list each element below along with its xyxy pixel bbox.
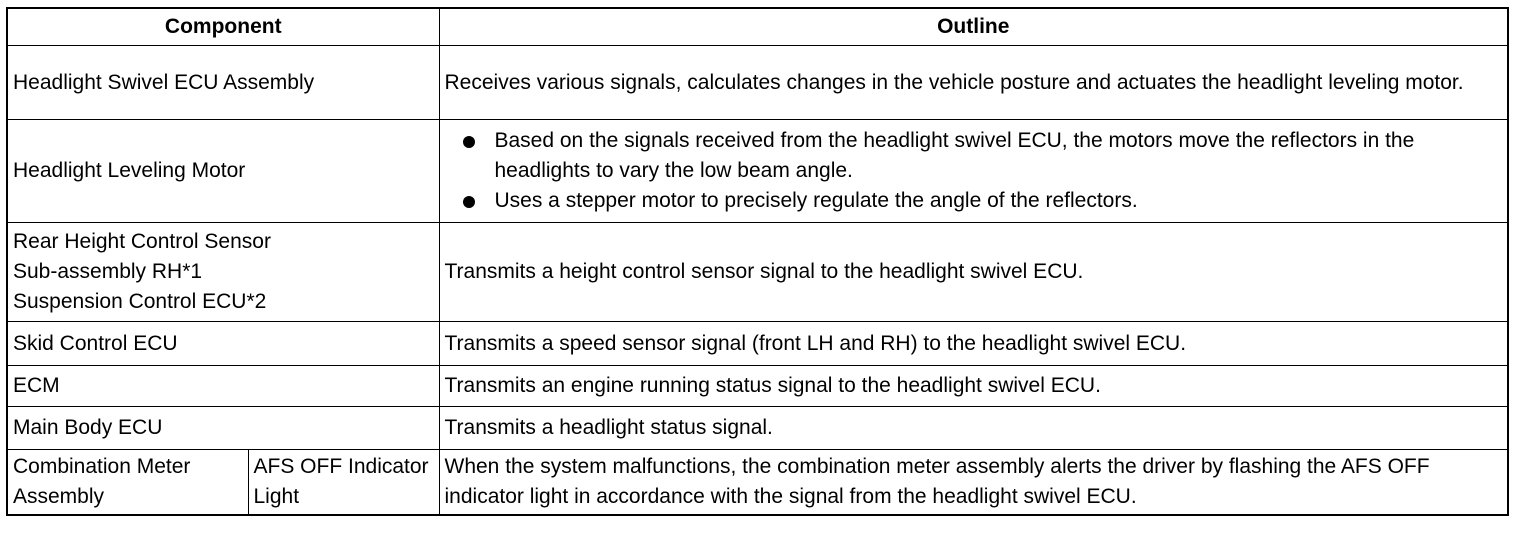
component-cell: ECM [7,366,439,407]
bullet-icon [463,136,475,148]
table-row [7,450,1508,516]
component-line: Sub-assembly RH*1 [13,260,203,283]
component-cell: Main Body ECU [7,407,439,450]
component-line: Suspension Control ECU*2 [13,290,267,313]
column-header-outline: Outline [439,8,1508,46]
bullet-text: Based on the signals received from the headlight swivel ECU, the motors move the reflectors in the headlights to vary the low beam angle. [494,129,1415,182]
component-cell: Headlight Swivel ECU Assembly [7,46,439,120]
outline-cell: When the system malfunctions, the combination meter assembly alerts the driver by flashing the AFS OFF indicator light in accordance with the signal from the headlight swivel ECU. [439,450,1508,516]
table-row [7,322,1508,366]
table-row [7,223,1508,322]
component-cell: Headlight Leveling Motor [7,120,439,223]
subcomponent-cell: AFS OFF Indicator Light [248,450,439,516]
outline-cell: Transmits a speed sensor signal (front LH and RH) to the headlight swivel ECU. [439,322,1508,366]
bullet-icon [463,196,475,208]
component-outline-table [6,7,1509,516]
outline-cell: Transmits an engine running status signal to the headlight swivel ECU. [439,366,1508,407]
component-cell: Skid Control ECU [7,322,439,366]
table-row [7,46,1508,120]
bullet-text: Uses a stepper motor to precisely regulate the angle of the reflectors. [494,189,1138,212]
component-cell [7,223,439,322]
list-item [445,126,1508,186]
outline-cell: Receives various signals, calculates changes in the vehicle posture and actuates the headlight leveling motor. [439,46,1508,120]
outline-cell [439,120,1508,223]
table-header-row [7,8,1508,46]
table-row [7,366,1508,407]
outline-cell: Transmits a height control sensor signal to the headlight swivel ECU. [439,223,1508,322]
outline-bullet-list [445,126,1508,216]
outline-cell: Transmits a headlight status signal. [439,407,1508,450]
table-row [7,407,1508,450]
component-table-container [6,7,1509,516]
column-header-component: Component [7,8,439,46]
table-row [7,120,1508,223]
component-cell: Combination Meter Assembly [7,450,248,516]
list-item [445,186,1508,216]
component-line: Rear Height Control Sensor [13,230,271,253]
